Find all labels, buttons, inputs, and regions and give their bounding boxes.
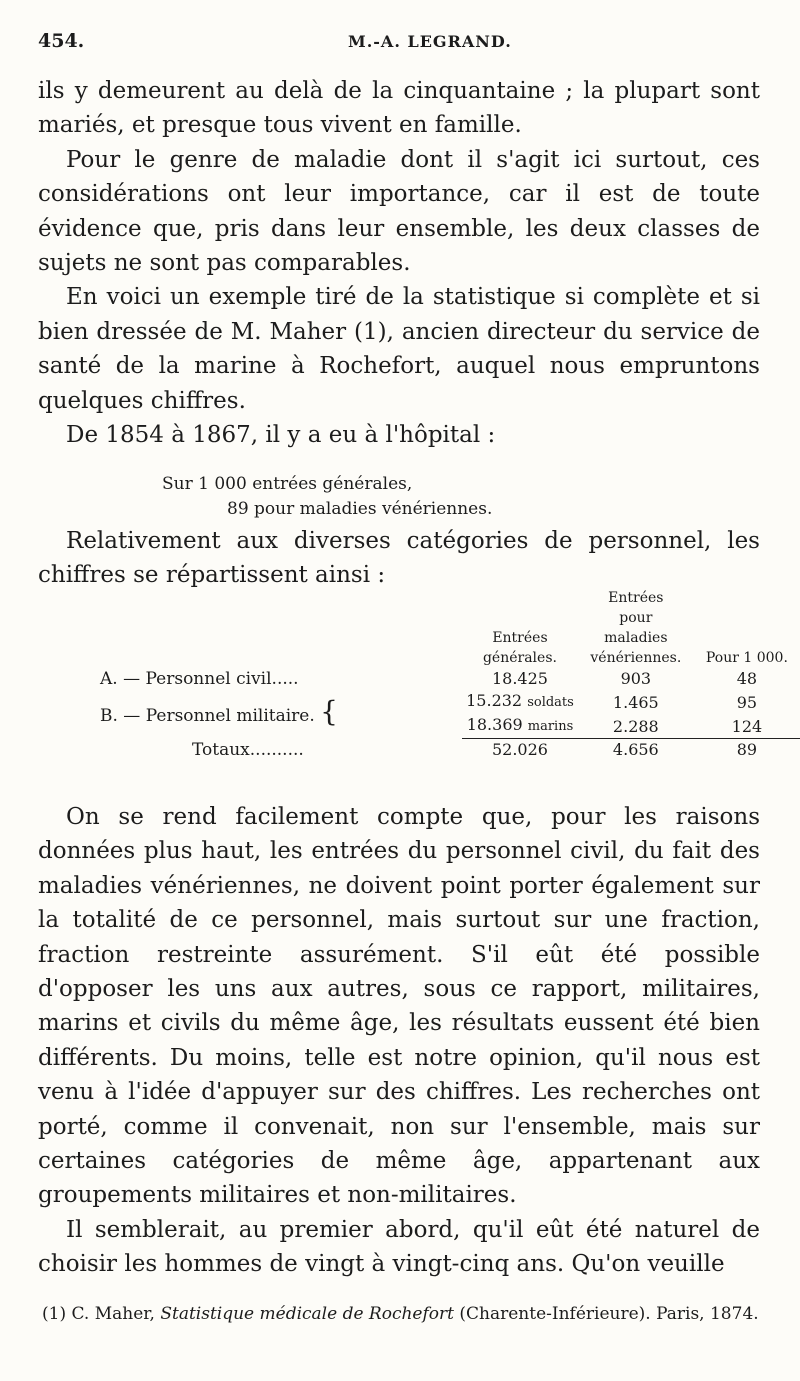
footnote-marker: (1) [42,1304,67,1324]
header-venereal: Entrées pour maladies vénériennes. [590,590,682,666]
table-header-row [96,588,800,668]
quote-line-1: Sur 1 000 entrées générales, [162,474,413,494]
brace-icon: { [320,695,338,729]
cell-per-thousand: 95 [736,693,758,712]
page-number: 454. [38,30,85,52]
paragraph-3: En voici un exemple tiré de la statistique si complète et si bien dressée de M. Maher (1), ancien directeur du service de santé de la marine à Rochefort, auquel nous empruntons quelques chiffres. [38,284,760,414]
quote-line-2: 89 pour maladies vénériennes. [227,499,493,519]
total-per-thousand: 89 [694,739,800,762]
text-block-bottom [38,800,760,1282]
group-label: marins [527,719,574,734]
running-head: M.-A. LEGRAND. [348,32,512,51]
cell-per-thousand: 124 [731,717,763,736]
footnote [42,1302,772,1326]
header-per-thousand: Pour 1 000. [705,650,788,666]
text-block-top [38,74,760,452]
group-label: soldats [527,695,574,710]
cell-per-thousand: 48 [736,669,758,688]
cell-general: 18.369 marins [466,715,574,734]
quotation [162,472,492,522]
cell-venereal: 2.288 [612,717,659,736]
cell-general: 15.232 soldats [466,691,574,710]
footnote-title: Statistique médicale de Rochefort [160,1304,454,1324]
row-label: B. — Personnel militaire. { [100,695,338,729]
table-row [96,668,800,690]
total-general: 52.026 [462,739,578,762]
paragraph-4: De 1854 à 1867, il y a eu à l'hôpital : [66,422,496,449]
row-label: A. — Personnel civil..... [100,669,299,689]
paragraph-7: Il semblerait, au premier abord, qu'il eût été naturel de choisir les hommes de vingt à vingt-cinq ans. Qu'on veuille [38,1216,760,1278]
cell-general: 18.425 [491,669,548,688]
total-venereal: 4.656 [578,739,694,762]
totals-label: Totaux.......... [192,740,304,760]
header-general: Entrées générales. [482,630,557,666]
statistics-table [96,588,800,761]
paragraph-1: ils y demeurent au delà de la cinquantaine ; la plupart sont mariés, et presque tous vivent en famille. [38,78,760,139]
paragraph-5: Relativement aux diverses catégories de personnel, les chiffres se répartissent ainsi : [38,528,760,589]
page-header [38,30,760,60]
table-row [96,690,800,714]
footnote-rest: (Charente-Inférieure). Paris, 1874. [459,1304,759,1324]
text-block-intro-table [38,524,760,593]
paragraph-6: On se rend facilement compte que, pour les raisons données plus haut, les entrées du personnel civil, du fait des maladies vénériennes, ne doivent point porter également sur la totalité de ce personnel, mais surtout sur une fraction, fraction restreinte assurément. S'il eût été possible d'opposer les uns aux autres, sous ce rapport, militaires, marins et civils du même âge, les résultats eussent été bien différents. Du moins, telle est notre opinion, qu'il nous est venu à l'idée d'appuyer sur des chiffres. Les recherches ont porté, comme il convenait, non sur l'ensemble, mais sur certaines catégories de même âge, appartenant aux groupements militaires et non-militaires. [38,804,760,1209]
paragraph-2: Pour le genre de maladie dont il s'agit ici surtout, ces considérations ont leur importance, car il est de toute évidence que, pris dans leur ensemble, les deux classes de sujets ne sont pas comparables. [38,146,760,277]
totals-row [96,739,800,762]
cell-venereal: 1.465 [612,693,659,712]
footnote-author: C. Maher, [71,1304,155,1324]
cell-venereal: 903 [620,669,652,688]
